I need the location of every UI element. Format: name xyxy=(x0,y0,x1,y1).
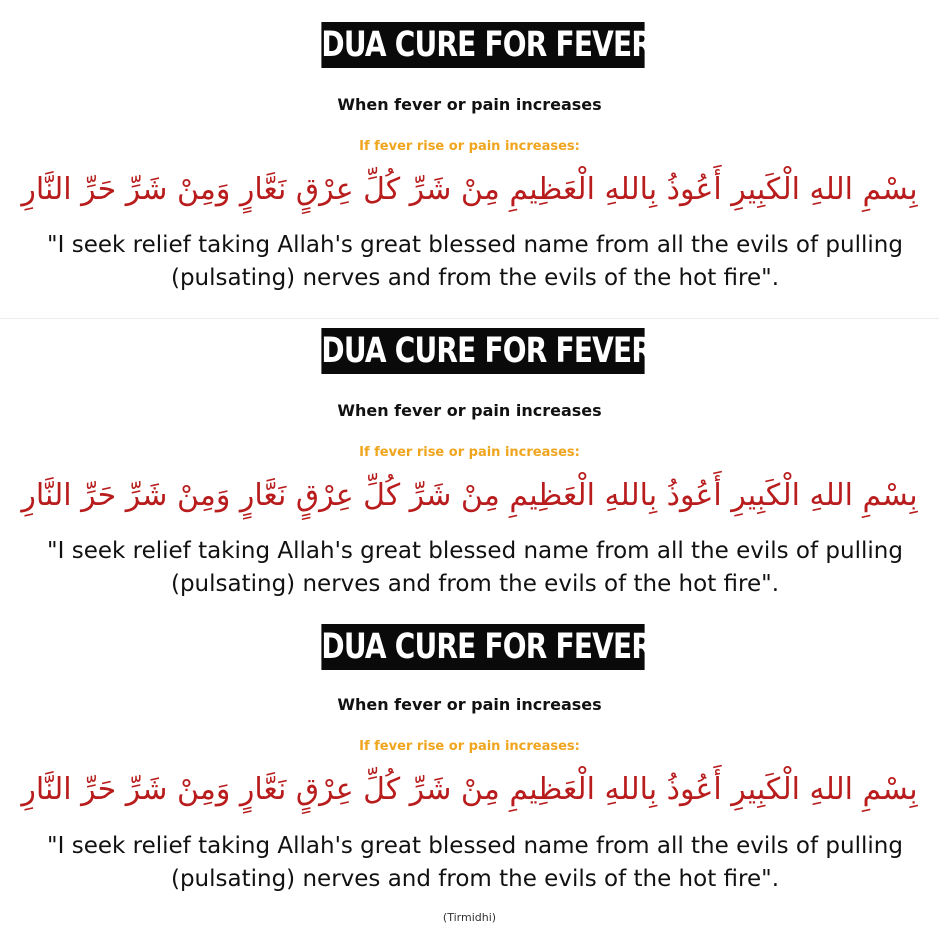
dua-translation: "I seek relief taking Allah's great blessed name from all the evils of pulling (pulsating) nerves and from the evils of the hot fire". xyxy=(47,833,903,892)
dua-occasion-note: If fever rise or pain increases: xyxy=(359,445,580,460)
dua-subtitle: When fever or pain increases xyxy=(337,401,602,420)
dua-card-3 xyxy=(0,612,939,939)
dua-title: DUA CURE FOR FEVER & PAIN xyxy=(321,331,764,371)
dua-occasion-note: If fever rise or pain increases: xyxy=(359,739,580,754)
dua-translation: "I seek relief taking Allah's great blessed name from all the evils of pulling (pulsating) nerves and from the evils of the hot fire". xyxy=(47,232,903,291)
dua-title: DUA CURE FOR FEVER & PAIN xyxy=(321,25,764,65)
dua-title-banner xyxy=(321,328,764,374)
dua-occasion-note: If fever rise or pain increases: xyxy=(359,139,580,154)
dua-subtitle: When fever or pain increases xyxy=(337,95,602,114)
dua-arabic-text: بِسْمِ اللهِ الْكَبِيرِ أَعُوذُ بِاللهِ الْعَظِيمِ مِنْ شَرِّ كُلِّ عِرْقٍ نَعَّارٍ وَمِنْ شَرِّ حَرِّ النَّارِ xyxy=(21,172,918,207)
dua-title: DUA CURE FOR FEVER & PAIN xyxy=(321,627,764,667)
dua-card-2 xyxy=(0,318,939,631)
dua-arabic-text: بِسْمِ اللهِ الْكَبِيرِ أَعُوذُ بِاللهِ الْعَظِيمِ مِنْ شَرِّ كُلِّ عِرْقٍ نَعَّارٍ وَمِنْ شَرِّ حَرِّ النَّارِ xyxy=(21,478,918,513)
dua-arabic-text: بِسْمِ اللهِ الْكَبِيرِ أَعُوذُ بِاللهِ الْعَظِيمِ مِنْ شَرِّ كُلِّ عِرْقٍ نَعَّارٍ وَمِنْ شَرِّ حَرِّ النَّارِ xyxy=(21,772,918,807)
dua-source: (Tirmidhi) xyxy=(442,911,497,924)
dua-translation: "I seek relief taking Allah's great blessed name from all the evils of pulling (pulsating) nerves and from the evils of the hot fire". xyxy=(47,538,903,597)
dua-card-1 xyxy=(0,0,939,318)
dua-title-banner xyxy=(321,624,764,670)
dua-title-banner xyxy=(321,22,764,68)
dua-subtitle: When fever or pain increases xyxy=(337,695,602,714)
